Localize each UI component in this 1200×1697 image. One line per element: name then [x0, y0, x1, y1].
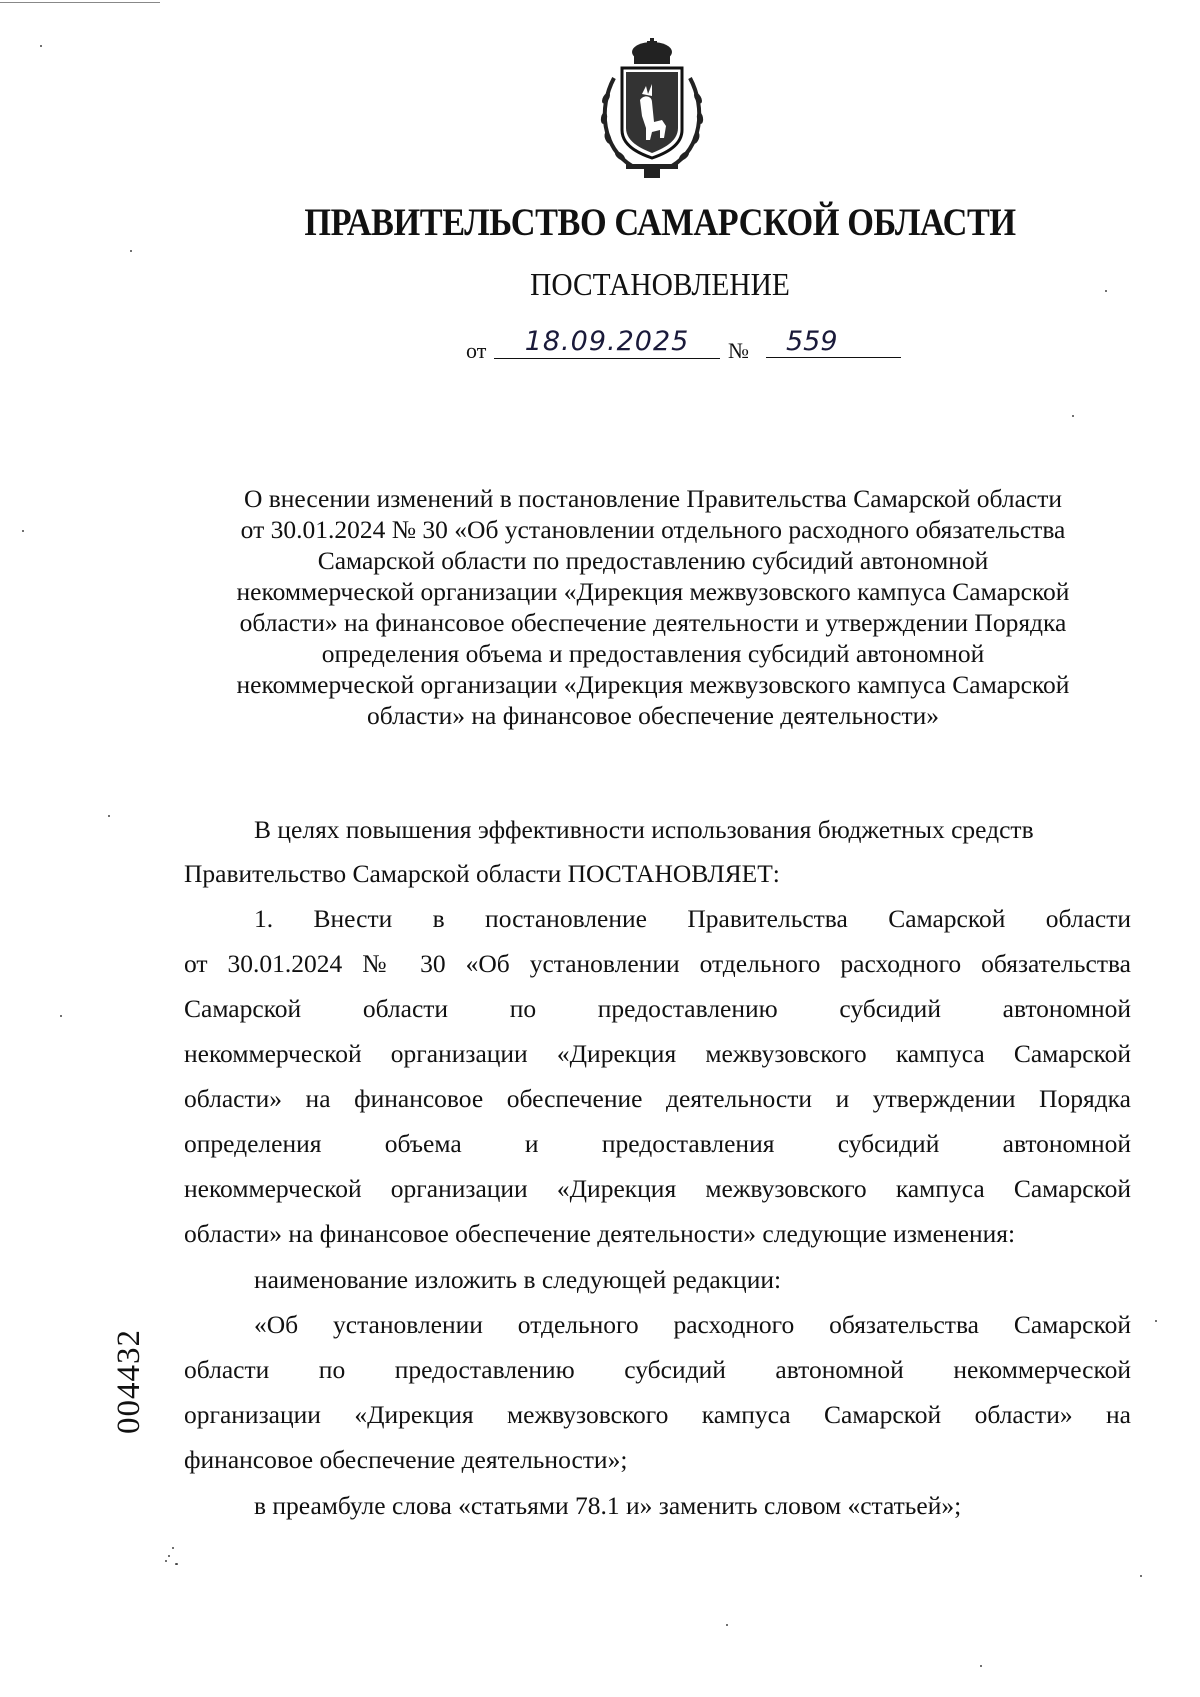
scan-speck — [726, 1624, 728, 1626]
body-line: наименование изложить в следующей редакции: — [254, 1265, 782, 1294]
document-number: 559 — [766, 326, 901, 358]
side-serial-number: 004432 — [111, 1329, 147, 1434]
scan-speck — [40, 45, 42, 47]
scan-edge-line — [0, 2, 160, 3]
scan-speck — [980, 1665, 982, 1667]
scan-speck — [1105, 290, 1107, 292]
document-subject — [178, 483, 1128, 731]
subject-line: области» на финансовое обеспечение деятельности» — [366, 701, 940, 730]
subject-line: некоммерческой организации «Дирекция межвузовского кампуса Самарской — [236, 577, 1070, 606]
scan-speck — [108, 815, 110, 817]
body-line: 1. Внести в постановление Правительства Самарской области — [254, 904, 1131, 933]
scan-speck — [60, 1015, 62, 1017]
body-line: некоммерческой организации «Дирекция межвузовского кампуса Самарской — [184, 1039, 1131, 1068]
scan-speck — [165, 1560, 167, 1562]
body-line: от 30.01.2024 № 30 «Об установлении отдельного расходного обязательства — [184, 949, 1131, 978]
subject-line: некоммерческой организации «Дирекция межвузовского кампуса Самарской — [236, 670, 1070, 699]
scan-speck — [175, 1563, 178, 1565]
body-line: области» на финансовое обеспечение деятельности и утверждении Порядка — [184, 1084, 1131, 1113]
scan-speck — [130, 250, 132, 252]
subject-line: области» на финансовое обеспечение деятельности и утверждении Порядка — [239, 608, 1067, 637]
subject-line: Самарской области по предоставлению субсидий автономной — [317, 546, 989, 575]
body-line: определения объема и предоставления субсидий автономной — [184, 1129, 1131, 1158]
scan-speck — [1140, 1575, 1142, 1577]
body-line: Правительство Самарской области ПОСТАНОВЛЯЕТ: — [184, 859, 780, 888]
body-line: области» на финансовое обеспечение деятельности» следующие изменения: — [184, 1219, 1016, 1248]
body-line: «Об установлении отдельного расходного обязательства Самарской — [254, 1310, 1131, 1339]
coat-of-arms-emblem — [592, 38, 712, 178]
body-line: финансовое обеспечение деятельности»; — [184, 1445, 628, 1474]
number-prefix: № — [728, 338, 749, 363]
body-line: организации «Дирекция межвузовского кампуса Самарской области» на — [184, 1400, 1131, 1429]
body-line: в преамбуле слова «статьями 78.1 и» заменить словом «статьей»; — [254, 1491, 962, 1520]
document-type: ПОСТАНОВЛЕНИЕ — [530, 266, 790, 302]
date-number-line — [466, 326, 866, 362]
document-date: 18.09.2025 — [494, 326, 720, 359]
subject-line: О внесении изменений в постановление Правительства Самарской области — [243, 484, 1063, 513]
date-prefix: от — [466, 338, 487, 363]
scan-speck — [172, 1547, 174, 1549]
subject-line: от 30.01.2024 № 30 «Об установлении отдельного расходного обязательства — [240, 515, 1066, 544]
body-line: области по предоставлению субсидий автономной некоммерческой — [184, 1355, 1131, 1384]
scan-speck — [22, 530, 24, 532]
body-line: Самарской области по предоставлению субсидий автономной — [184, 994, 1131, 1023]
scan-speck — [1155, 1320, 1157, 1322]
scan-speck — [168, 1555, 170, 1557]
body-line: некоммерческой организации «Дирекция межвузовского кампуса Самарской — [184, 1174, 1131, 1203]
scan-speck — [1072, 415, 1074, 417]
government-title: ПРАВИТЕЛЬСТВО САМАРСКОЙ ОБЛАСТИ — [304, 201, 1016, 244]
subject-line: определения объема и предоставления субсидий автономной — [321, 639, 985, 668]
body-line: В целях повышения эффективности использования бюджетных средств — [254, 815, 1034, 844]
